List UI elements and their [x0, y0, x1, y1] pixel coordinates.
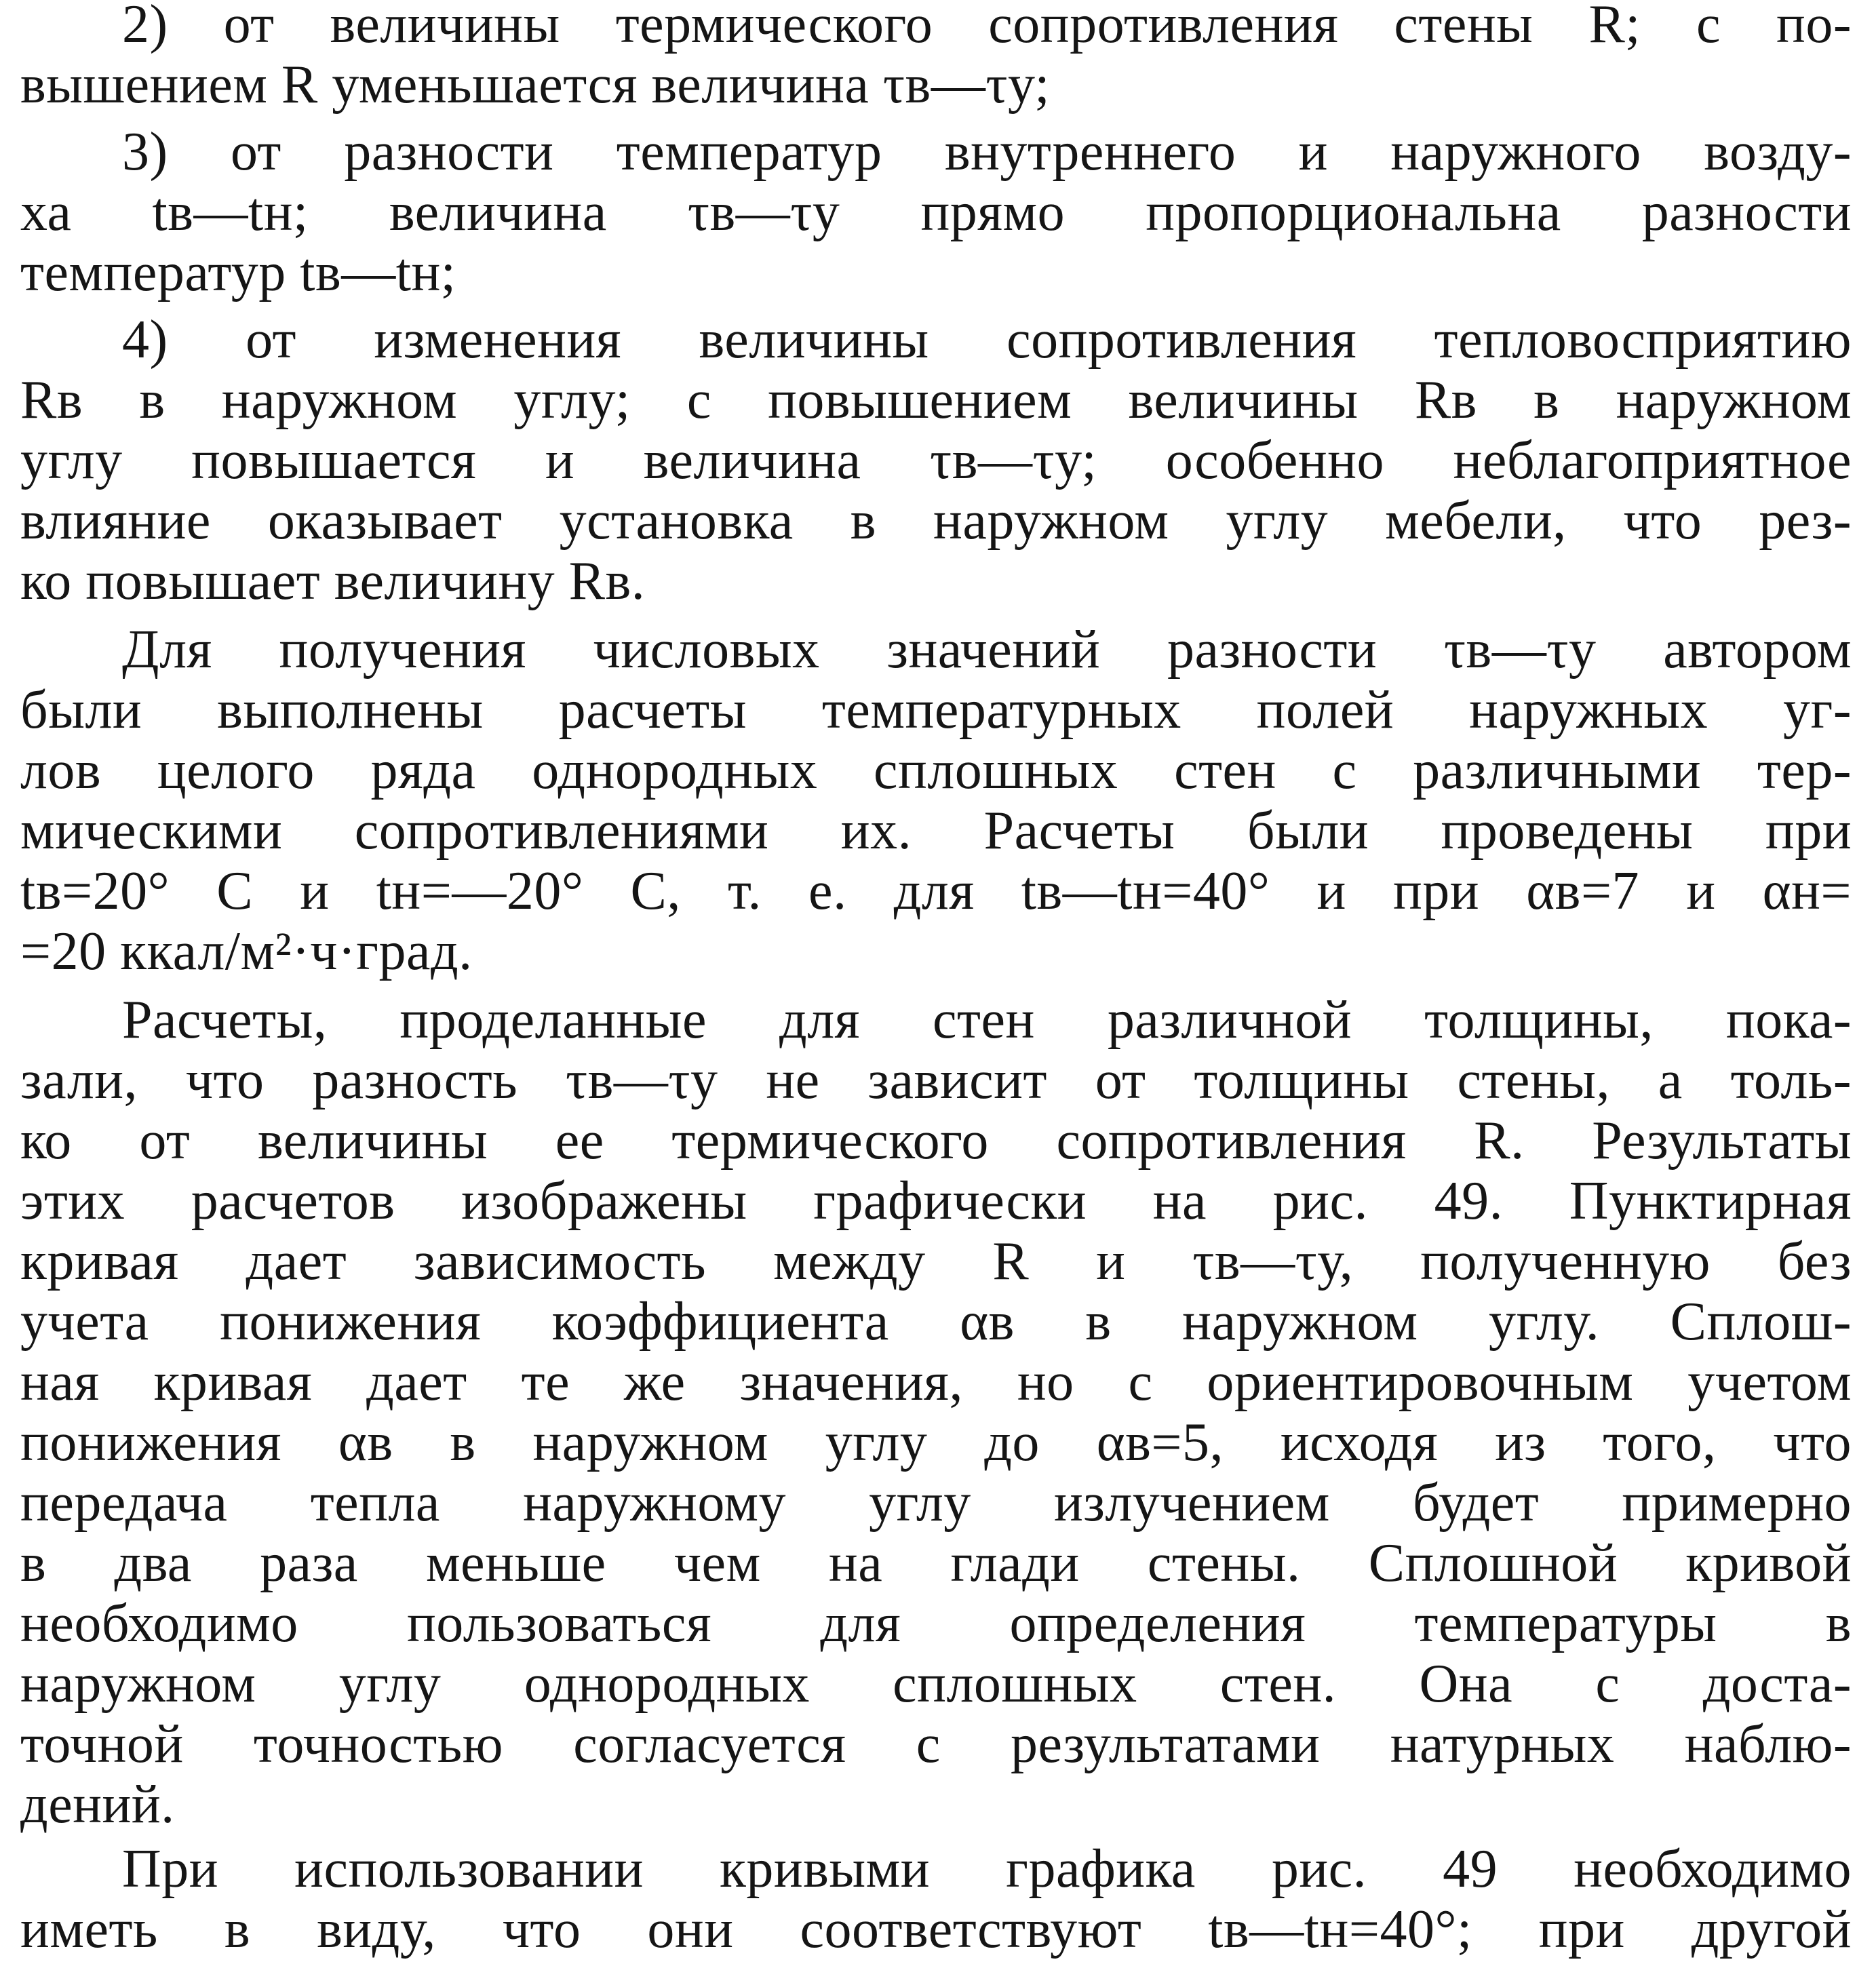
text-line: 3) от разности температур внутреннего и наружного возду-	[122, 122, 1852, 182]
text-line: вышением R уменьшается величина τв—τу;	[20, 55, 1051, 115]
text-line: кривая дает зависимость между R и τв—τу, полученную без	[20, 1232, 1852, 1291]
text-line: лов целого ряда однородных сплошных стен с различными тер-	[20, 741, 1852, 800]
text-line: ко повышает величину Rв.	[20, 551, 646, 611]
text-line: иметь в виду, что они соответствуют tв—tн=40°; при другой	[20, 1900, 1852, 1959]
text-line: влияние оказывает установка в наружном углу мебели, что рез-	[20, 491, 1852, 551]
text-line: мическими сопротивлениями их. Расчеты были проведены при	[20, 801, 1852, 861]
text-line: температур tв—tн;	[20, 243, 456, 302]
text-line: углу повышается и величина τв—τу; особенно неблагоприятное	[20, 431, 1852, 490]
text-line: ная кривая дает те же значения, но с ориентировочным учетом	[20, 1352, 1852, 1412]
paragraph-calculations	[20, 620, 1852, 982]
text-line: точной точностью согласуется с результатами натурных наблю-	[20, 1714, 1852, 1774]
text-line: необходимо пользоваться для определения температуры в	[20, 1594, 1852, 1653]
text-line: учета понижения коэффициента αв в наружном углу. Сплош-	[20, 1292, 1852, 1352]
text-line: передача тепла наружному углу излучением будет примерно	[20, 1473, 1852, 1533]
list-item-4	[20, 310, 1852, 612]
text-line: в два раза меньше чем на глади стены. Сплошной кривой	[20, 1533, 1852, 1593]
text-line: При использовании кривыми графика рис. 49 необходимо	[122, 1839, 1852, 1899]
list-item-3	[20, 122, 1852, 303]
text-line: 2) от величины термического сопротивления стены R; с по-	[122, 0, 1852, 54]
text-line: ко от величины ее термического сопротивления R. Результаты	[20, 1111, 1852, 1171]
text-line: Rв в наружном углу; с повышением величины Rв в наружном	[20, 370, 1852, 430]
text-line: зали, что разность τв—τу не зависит от толщины стены, а толь-	[20, 1050, 1852, 1110]
text-line: наружном углу однородных сплошных стен. Она с доста-	[20, 1654, 1852, 1714]
paragraph-results	[20, 990, 1852, 1835]
document-page	[20, 0, 1852, 1964]
text-line: =20 ккал/м²·ч·град.	[20, 922, 473, 981]
list-item-2	[20, 0, 1852, 115]
text-line: ха tв—tн; величина τв—τу прямо пропорциональна разности	[20, 182, 1852, 242]
text-line: 4) от изменения величины сопротивления тепловосприятию	[122, 310, 1852, 370]
paragraph-graph-usage	[20, 1839, 1852, 1960]
text-line: дений.	[20, 1775, 175, 1834]
text-line: понижения αв в наружном углу до αв=5, исходя из того, что	[20, 1413, 1852, 1472]
text-line: были выполнены расчеты температурных полей наружных уг-	[20, 680, 1852, 740]
text-line: Расчеты, проделанные для стен различной толщины, пока-	[122, 990, 1852, 1050]
text-line: Для получения числовых значений разности τв—τу автором	[122, 620, 1852, 680]
text-line: tв=20° С и tн=—20° С, т. е. для tв—tн=40° и при αв=7 и αн=	[20, 861, 1852, 921]
text-line: этих расчетов изображены графически на рис. 49. Пунктирная	[20, 1171, 1852, 1231]
